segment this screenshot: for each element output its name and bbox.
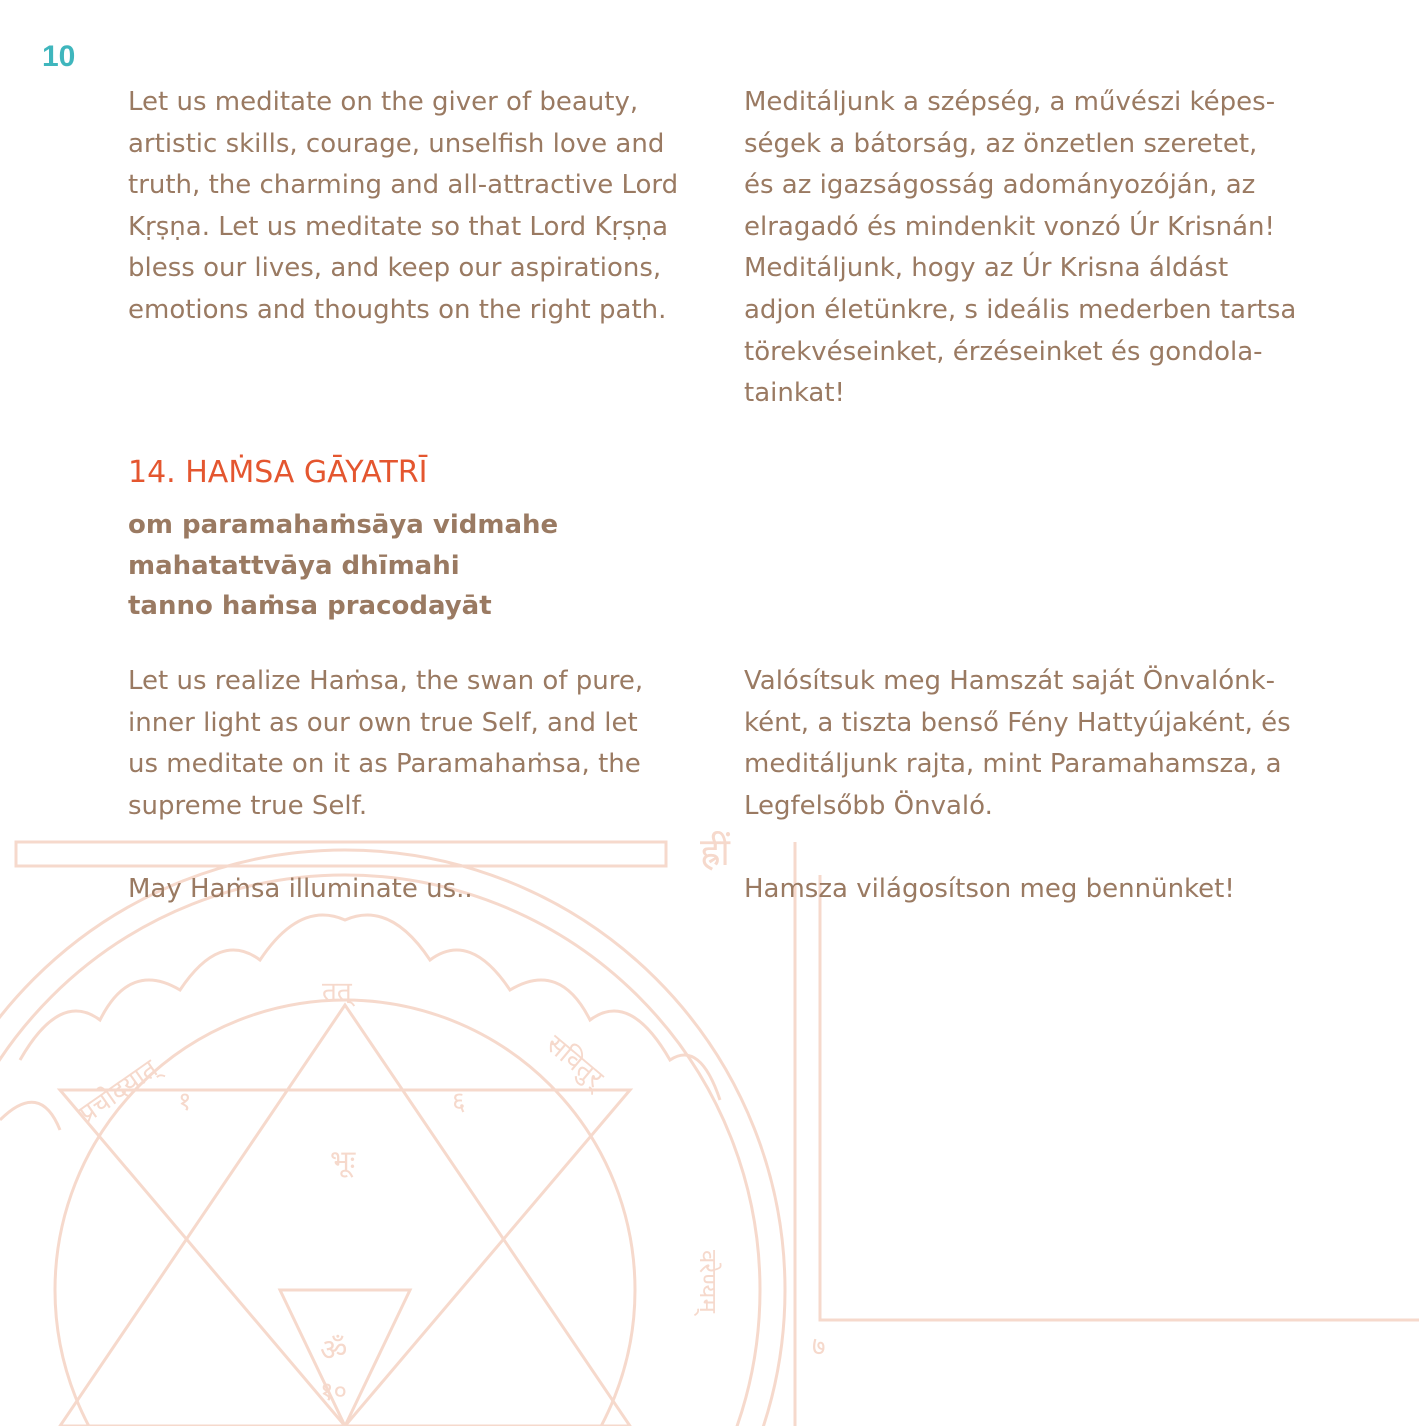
text-line: adjon életünkre, s ideális mederben tartsa bbox=[744, 294, 1297, 325]
mantra-text bbox=[128, 505, 558, 627]
glyph-7: ७ bbox=[812, 1332, 826, 1362]
text-line: emotions and thoughts on the right path. bbox=[128, 294, 667, 325]
english-paragraph-3 bbox=[128, 869, 708, 911]
glyph-varenyam: वरेण्यम् bbox=[694, 1250, 722, 1313]
text-line: elragadó és mindenkit vonzó Úr Krisnán! bbox=[744, 211, 1275, 242]
text-line: truth, the charming and all-attractive Lord bbox=[128, 170, 679, 201]
text-line: Valósítsuk meg Hamszát saját Önvalónk- bbox=[744, 666, 1276, 696]
text-line: artistic skills, courage, unselfish love and bbox=[128, 128, 665, 159]
text-line: Kṛṣṇa. Let us meditate so that Lord Kṛṣṇa bbox=[128, 211, 669, 242]
hungarian-paragraph-2 bbox=[744, 661, 1344, 827]
text-line: May Haṁsa illuminate us.. bbox=[128, 874, 473, 904]
text-line: meditáljunk rajta, mint Paramahamsza, a bbox=[744, 749, 1282, 780]
hungarian-paragraph-3 bbox=[744, 869, 1344, 911]
glyph-10: १० bbox=[320, 1377, 348, 1407]
text-line: Let us realize Haṁsa, the swan of pure, bbox=[128, 666, 644, 696]
text-line: tainkat! bbox=[744, 378, 845, 409]
glyph-tat: तत् bbox=[322, 977, 352, 1007]
glyph-om: ॐ bbox=[320, 1333, 348, 1368]
english-paragraph-1 bbox=[128, 82, 708, 332]
text-line: ségek a bátorság, az önzetlen szeretet, bbox=[744, 128, 1258, 159]
page-number: 10 bbox=[42, 40, 76, 73]
glyph-bhuh: भूः bbox=[330, 1144, 356, 1177]
mantra-line: tanno haṁsa pracodayāt bbox=[128, 591, 492, 621]
mantra-line: om paramahaṁsāya vidmahe bbox=[128, 510, 559, 540]
glyph-pracodayat: प्रचोदयात् bbox=[73, 1053, 164, 1130]
glyph-savitur: सवितुर् bbox=[540, 1029, 609, 1094]
text-line: Legfelsőbb Önvaló. bbox=[744, 790, 993, 821]
glyph-hrim: ह्रीं bbox=[700, 830, 731, 874]
text-line: bless our lives, and keep our aspirations, bbox=[128, 253, 662, 284]
text-line: Meditáljunk, hogy az Úr Krisna áldást bbox=[744, 253, 1229, 284]
hungarian-paragraph-1 bbox=[744, 82, 1344, 415]
text-line: Hamsza világosítson meg bennünket! bbox=[744, 874, 1235, 904]
text-line: supreme true Self. bbox=[128, 790, 368, 821]
text-line: inner light as our own true Self, and let bbox=[128, 707, 638, 738]
text-line: és az igazságosság adományozóján, az bbox=[744, 170, 1256, 201]
text-line: us meditate on it as Paramahaṁsa, the bbox=[128, 749, 641, 780]
english-paragraph-2 bbox=[128, 661, 708, 827]
text-line: törekvéseinket, érzéseinket és gondola- bbox=[744, 336, 1263, 367]
text-line: Let us meditate on the giver of beauty, bbox=[128, 87, 639, 117]
glyph-6: ६ bbox=[452, 1087, 466, 1117]
section-title: 14. HAṀSA GĀYATRĪ bbox=[128, 455, 428, 490]
mantra-line: mahatattvāya dhīmahi bbox=[128, 550, 460, 581]
text-line: ként, a tiszta benső Fény Hattyújaként, és bbox=[744, 707, 1291, 738]
glyph-1: १ bbox=[178, 1087, 192, 1117]
text-line: Meditáljunk a szépség, a művészi képes- bbox=[744, 87, 1276, 117]
